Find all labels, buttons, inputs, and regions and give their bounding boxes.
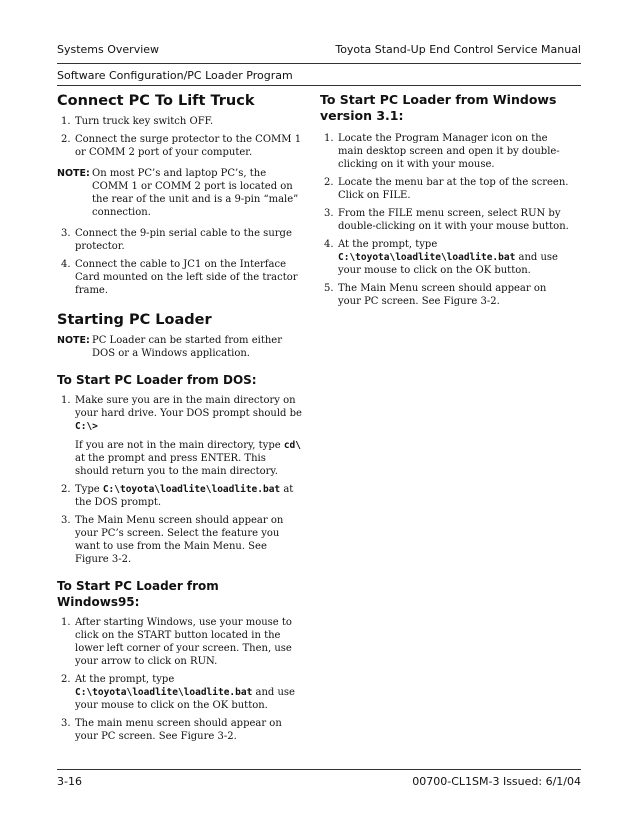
step-number: 1. [61, 617, 71, 628]
step-text: at the DOS prompt. [75, 484, 294, 508]
step-text: At the prompt, type [75, 674, 175, 685]
header-rule [57, 63, 581, 64]
step-text: Make sure you are in the main directory on your hard drive. Your DOS prompt should be [75, 395, 302, 419]
step-text: The Main Menu screen should appear on your PC screen. See Figure 3-2. [338, 283, 547, 307]
win95-heading: To Start PC Loader from Windows95: [57, 579, 219, 609]
step-text: After starting Windows, use your mouse to click on the START button located in the lower left corner of your screen. Then, use your arrow to click on RUN. [75, 617, 292, 667]
list-item [57, 394, 302, 478]
header-manual-title: Toyota Stand-Up End Control Service Manual [335, 43, 581, 56]
note-text: On most PC’s and laptop PC’s, the COMM 1 or COMM 2 port is located on the rear of the unit and is a 9-pin “male” connection. [92, 168, 299, 218]
list-item [57, 483, 302, 509]
step-text: From the FILE menu screen, select RUN by double-clicking on it with your mouse button. [338, 208, 569, 232]
list-item [57, 227, 302, 253]
list-item [57, 115, 302, 128]
win31-heading: To Start PC Loader from Windows version 3.1: [320, 92, 557, 123]
cd-command-text: cd\ [283, 440, 301, 451]
step-text: at the prompt and press ENTER. This should return you to the main directory. [75, 453, 278, 477]
step-number: 1. [324, 133, 334, 144]
list-item [320, 207, 570, 233]
step-text: Locate the Program Manager icon on the main desktop screen and open it by double-clicking on it with your mouse. [338, 133, 560, 170]
dos-steps-list [57, 394, 302, 566]
subheader-rule [57, 85, 581, 86]
step-text: Turn truck key switch OFF. [75, 116, 214, 127]
step-number: 2. [61, 134, 71, 145]
connect-steps-list [57, 115, 302, 159]
step-number: 3. [61, 228, 71, 239]
list-item [320, 176, 570, 202]
left-column [57, 92, 302, 751]
list-item [57, 258, 302, 297]
note-label: NOTE: [57, 168, 90, 179]
step-text: and use your mouse to click on the OK button. [75, 687, 295, 711]
step-text: The Main Menu screen should appear on your PC’s screen. Select the feature you want to use from the Main Menu. See Figure 3-2. [75, 515, 284, 565]
list-item [57, 616, 302, 668]
connect-note [57, 167, 302, 219]
note-label: NOTE: [57, 335, 90, 346]
step-number: 1. [61, 116, 71, 127]
step-text: Locate the menu bar at the top of the screen. Click on FILE. [338, 177, 569, 201]
step-number: 4. [61, 259, 71, 270]
dos-prompt-text: C:\> [75, 421, 98, 432]
connect-heading: Connect PC To Lift Truck [57, 93, 255, 109]
list-item [57, 717, 302, 743]
step-text: The main menu screen should appear on your PC screen. See Figure 3-2. [75, 718, 282, 742]
footer-rule [57, 769, 581, 770]
right-column [320, 92, 570, 316]
step-number: 3. [61, 515, 71, 526]
list-item [57, 673, 302, 712]
step-text: Connect the cable to JC1 on the Interface Card mounted on the left side of the tractor frame. [75, 259, 298, 296]
step-text: Connect the surge protector to the COMM 1 or COMM 2 port of your computer. [75, 134, 302, 158]
step-text: At the prompt, type [338, 239, 438, 250]
list-item [320, 238, 570, 277]
list-item [320, 132, 570, 171]
starting-note [57, 334, 302, 360]
header-section-title: Systems Overview [57, 43, 160, 56]
document-number: 00700-CL1SM-3 Issued: 6/1/04 [412, 775, 581, 788]
step-text: Connect the 9-pin serial cable to the surge protector. [75, 228, 292, 252]
header-subsection: Software Configuration/PC Loader Program [57, 69, 293, 82]
win95-steps-list [57, 616, 302, 743]
dos-heading: To Start PC Loader from DOS: [57, 373, 257, 387]
file-path-text: C:\toyota\loadlite\loadlite.bat [75, 687, 253, 698]
step-text: Type [75, 484, 103, 495]
list-item [57, 133, 302, 159]
step-number: 2. [61, 674, 71, 685]
list-item [57, 514, 302, 566]
step-number: 5. [324, 283, 334, 294]
list-item [320, 282, 570, 308]
step-number: 2. [324, 177, 334, 188]
connect-steps-list-continued [57, 227, 302, 297]
starting-heading: Starting PC Loader [57, 312, 212, 328]
step-subparagraph [75, 439, 302, 478]
file-path-text: C:\toyota\loadlite\loadlite.bat [338, 252, 516, 263]
step-number: 1. [61, 395, 71, 406]
file-path-text: C:\toyota\loadlite\loadlite.bat [102, 484, 281, 495]
step-text: If you are not in the main directory, type [75, 440, 284, 451]
step-text: and use your mouse to click on the OK button. [338, 252, 558, 276]
page-number: 3-16 [57, 775, 82, 788]
step-number: 3. [61, 718, 71, 729]
step-number: 4. [324, 239, 334, 250]
step-number: 2. [61, 484, 71, 495]
win31-steps-list [320, 132, 570, 308]
step-number: 3. [324, 208, 334, 219]
note-text: PC Loader can be started from either DOS or a Windows application. [92, 335, 282, 359]
